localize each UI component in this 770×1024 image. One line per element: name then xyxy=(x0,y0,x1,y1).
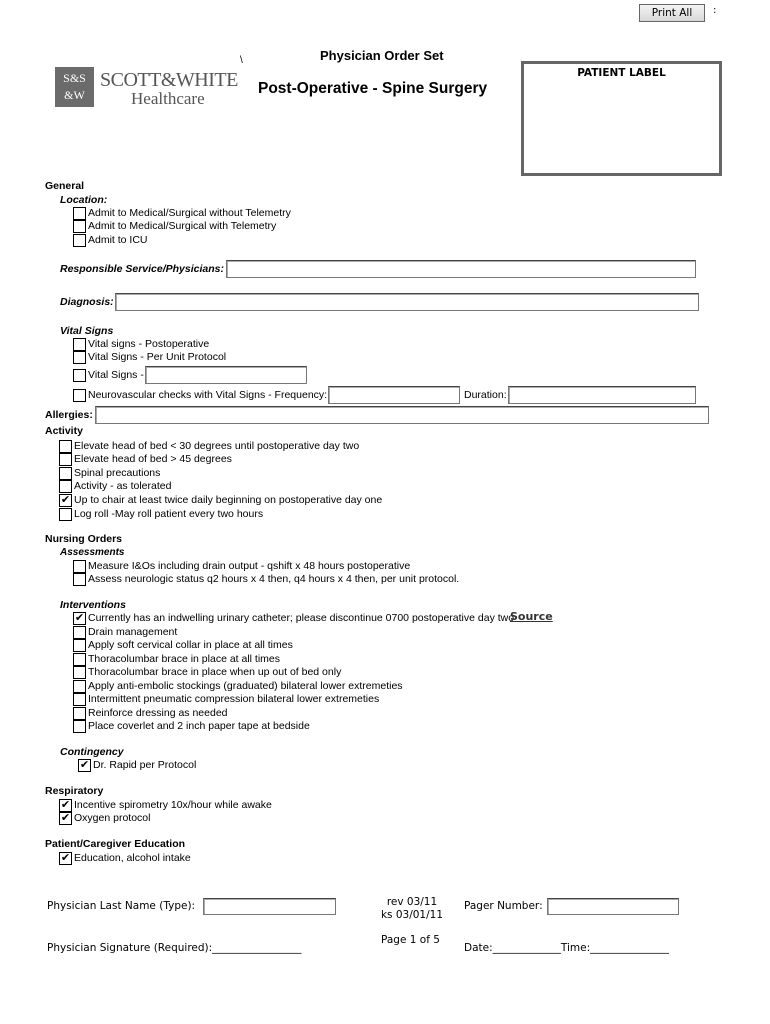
location-option-1: Admit to Medical/Surgical without Telemetry xyxy=(88,207,291,219)
intervention-checkbox-1[interactable]: ✔ xyxy=(74,612,85,624)
intervention-option-4: Thoracolumbar brace in place at all times xyxy=(88,653,281,665)
respiratory-heading: Respiratory xyxy=(45,785,104,797)
ks-date: ks 03/01/11 xyxy=(380,909,444,921)
logo-brand: SCOTT&WHITE xyxy=(100,69,238,91)
respiratory-option-1: Incentive spirometry 10x/hour while awake xyxy=(74,799,272,811)
signature-row xyxy=(47,942,301,954)
source-link[interactable]: Source xyxy=(510,610,553,623)
print-all-button[interactable]: Print All xyxy=(639,4,705,22)
signature-line[interactable]: _________________ xyxy=(212,942,302,954)
logo-monogram: S&S &W xyxy=(55,67,94,107)
toolbar-colon: : xyxy=(713,5,717,16)
time-label: Time: xyxy=(560,942,591,954)
time-line[interactable]: _______________ xyxy=(590,942,669,954)
patient-label-box xyxy=(521,61,722,176)
vital-checkbox-3[interactable] xyxy=(73,369,86,382)
assessment-checkbox-1[interactable] xyxy=(73,560,86,573)
activity-heading: Activity xyxy=(45,425,83,437)
contingency-heading: Contingency xyxy=(60,746,124,758)
responsible-label: Responsible Service/Physicians: xyxy=(60,263,224,275)
activity-option-5: Up to chair at least twice daily beginning on postoperative day one xyxy=(74,494,383,506)
location-checkbox-2[interactable] xyxy=(73,220,86,233)
logo-sub: Healthcare xyxy=(131,89,205,108)
respiratory-checkbox-1[interactable]: ✔ xyxy=(60,799,71,811)
activity-option-3: Spinal precautions xyxy=(74,467,161,479)
diagnosis-input[interactable] xyxy=(115,293,699,311)
activity-option-4: Activity - as tolerated xyxy=(74,480,172,492)
intervention-option-2: Drain management xyxy=(88,626,178,638)
allergies-label: Allergies: xyxy=(45,409,93,421)
pager-input[interactable] xyxy=(547,898,679,915)
activity-option-2: Elevate head of bed > 45 degrees xyxy=(74,453,232,465)
vital-signs-input[interactable] xyxy=(145,366,307,384)
date-line[interactable]: _____________ xyxy=(492,942,561,954)
responsible-input[interactable] xyxy=(226,260,696,278)
activity-checkbox-4[interactable] xyxy=(59,480,72,493)
activity-checkbox-2[interactable] xyxy=(59,453,72,466)
allergies-input[interactable] xyxy=(95,406,709,424)
location-checkbox-1[interactable] xyxy=(73,207,86,220)
intervention-checkbox-6[interactable] xyxy=(73,680,86,693)
contingency-checkbox-1[interactable]: ✔ xyxy=(79,759,90,771)
form-title: Post-Operative - Spine Surgery xyxy=(258,80,488,97)
activity-option-1: Elevate head of bed < 30 degrees until postoperative day two xyxy=(74,440,360,452)
form-type: Physician Order Set xyxy=(320,48,444,63)
intervention-option-1: Currently has an indwelling urinary catheter; please discontinue 0700 postoperative day two xyxy=(88,612,515,624)
activity-option-6: Log roll -May roll patient every two hours xyxy=(74,508,264,520)
logo xyxy=(55,67,245,109)
location-option-3: Admit to ICU xyxy=(88,234,148,246)
pager-label: Pager Number: xyxy=(464,900,543,912)
vital-checkbox-1[interactable] xyxy=(73,338,86,351)
intervention-checkbox-8[interactable] xyxy=(73,707,86,720)
interventions-heading: Interventions xyxy=(60,599,126,611)
page-number: Page 1 of 5 xyxy=(381,934,440,946)
education-heading: Patient/Caregiver Education xyxy=(45,838,186,850)
date-time-row xyxy=(464,942,669,954)
general-heading: General xyxy=(45,180,85,192)
respiratory-checkbox-2[interactable]: ✔ xyxy=(60,812,71,824)
contingency-option-1: Dr. Rapid per Protocol xyxy=(93,759,197,771)
education-checkbox-1[interactable]: ✔ xyxy=(60,852,71,864)
neuro-checkbox[interactable] xyxy=(73,389,86,402)
intervention-checkbox-2[interactable] xyxy=(73,626,86,639)
physician-name-input[interactable] xyxy=(203,898,336,915)
activity-checkbox-3[interactable] xyxy=(59,467,72,480)
assessment-checkbox-2[interactable] xyxy=(73,573,86,586)
intervention-checkbox-4[interactable] xyxy=(73,653,86,666)
intervention-option-5: Thoracolumbar brace in place when up out of bed only xyxy=(88,666,342,678)
date-label: Date: xyxy=(464,942,493,954)
intervention-checkbox-3[interactable] xyxy=(73,639,86,652)
patient-label-title: PATIENT LABEL xyxy=(577,67,666,79)
intervention-option-9: Place coverlet and 2 inch paper tape at bedside xyxy=(88,720,310,732)
duration-label: Duration: xyxy=(464,389,507,401)
respiratory-option-2: Oxygen protocol xyxy=(74,812,151,824)
intervention-checkbox-7[interactable] xyxy=(73,693,86,706)
activity-checkbox-5[interactable]: ✔ xyxy=(60,494,71,506)
assessment-option-2: Assess neurologic status q2 hours x 4 then, q4 hours x 4 then, per unit protocol. xyxy=(88,573,460,585)
activity-checkbox-1[interactable] xyxy=(59,440,72,453)
neuro-frequency-input[interactable] xyxy=(328,386,460,404)
vital-checkbox-2[interactable] xyxy=(73,351,86,364)
location-option-2: Admit to Medical/Surgical with Telemetry xyxy=(88,220,277,232)
vital-option-1: Vital signs - Postoperative xyxy=(88,338,210,350)
vital-option-2: Vital Signs - Per Unit Protocol xyxy=(88,351,227,363)
revision-date: rev 03/11 xyxy=(386,896,438,908)
vital-option-3: Vital Signs - xyxy=(88,369,144,381)
intervention-option-3: Apply soft cervical collar in place at all times xyxy=(88,639,293,651)
revision-block xyxy=(372,896,452,922)
intervention-checkbox-5[interactable] xyxy=(73,666,86,679)
intervention-option-6: Apply anti-embolic stockings (graduated) bilateral lower extremeties xyxy=(88,680,403,692)
physician-name-label: Physician Last Name (Type): xyxy=(47,900,196,912)
assessments-heading: Assessments xyxy=(60,547,125,558)
signature-label: Physician Signature (Required): xyxy=(47,942,213,954)
intervention-option-7: Intermittent pneumatic compression bilateral lower extremeties xyxy=(88,693,380,705)
intervention-checkbox-9[interactable] xyxy=(73,720,86,733)
assessment-option-1: Measure I&Os including drain output - qshift x 48 hours postoperative xyxy=(88,560,411,572)
location-heading: Location: xyxy=(60,194,108,206)
diagnosis-label: Diagnosis: xyxy=(60,296,114,308)
location-checkbox-3[interactable] xyxy=(73,234,86,247)
activity-checkbox-6[interactable] xyxy=(59,508,72,521)
duration-input[interactable] xyxy=(508,386,696,404)
intervention-option-8: Reinforce dressing as needed xyxy=(88,707,228,719)
vital-signs-heading: Vital Signs xyxy=(60,325,114,337)
neuro-label: Neurovascular checks with Vital Signs - Frequency: xyxy=(88,389,328,401)
nursing-heading: Nursing Orders xyxy=(45,533,123,545)
education-option-1: Education, alcohol intake xyxy=(74,852,191,864)
backslash-mark: \ xyxy=(240,55,243,66)
